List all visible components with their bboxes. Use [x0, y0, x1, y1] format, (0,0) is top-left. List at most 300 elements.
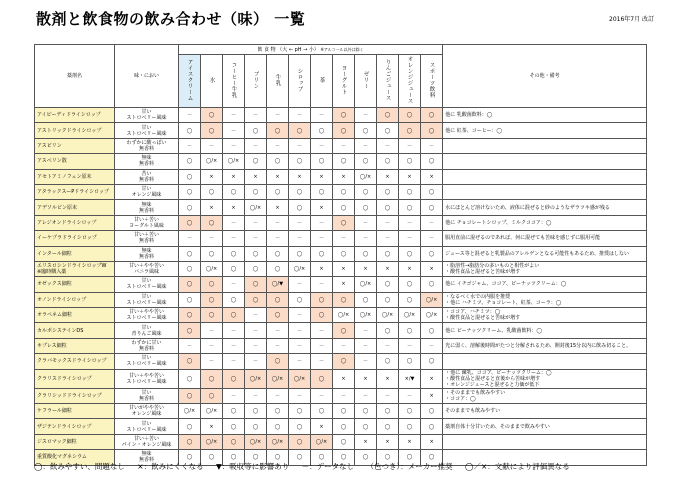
compat-cell: ◯	[201, 215, 223, 230]
compat-cell: ◯/×	[421, 292, 443, 307]
drug-note: 服用直前に混ぜるのであれば、何に混ぜても苦味を感じずに服用可能	[443, 231, 647, 246]
compat-cell: ◯	[179, 215, 201, 230]
table-row	[35, 388, 647, 403]
header-food-10	[399, 55, 421, 108]
compat-cell: ◯	[267, 246, 289, 261]
compat-cell: －	[245, 108, 267, 123]
compat-cell: ◯	[399, 404, 421, 419]
compat-cell: ◯/×	[201, 434, 223, 449]
compat-cell: ×	[377, 169, 399, 184]
drug-name: イーケプラドライシロップ	[35, 231, 115, 246]
compat-cell: ◯	[267, 261, 289, 276]
compat-cell: －	[223, 123, 245, 138]
compat-cell: ◯	[421, 184, 443, 199]
compat-cell: ×	[355, 369, 377, 388]
compat-cell: ◯	[333, 292, 355, 307]
compat-cell: ×	[201, 419, 223, 434]
compat-cell: －	[245, 231, 267, 246]
compat-cell: ×	[201, 169, 223, 184]
compat-cell: ◯	[245, 450, 267, 465]
drug-name: オノンドライシロップ	[35, 292, 115, 307]
compat-cell: －	[201, 138, 223, 153]
drug-name: アタラックスーPドライシロップ	[35, 184, 115, 199]
food-group-label: 飲 食 物 （大 ← pH → 小）	[257, 46, 319, 53]
header-food-label: スポーツ飲料	[428, 62, 435, 98]
compat-cell: －	[289, 108, 311, 123]
compat-cell: ◯	[267, 354, 289, 369]
drug-name: アセトアミノフェン原末	[35, 169, 115, 184]
compat-cell: ◯	[399, 323, 421, 338]
compat-cell: ◯	[399, 200, 421, 215]
compat-cell: ◯	[355, 450, 377, 465]
table-row	[35, 323, 647, 338]
compat-cell: －	[223, 138, 245, 153]
compat-cell: ◯	[421, 419, 443, 434]
compat-cell: ◯	[311, 308, 333, 323]
compat-cell: ◯	[179, 292, 201, 307]
compat-cell: ◯	[377, 108, 399, 123]
compat-cell: ◯	[377, 404, 399, 419]
compat-cell: ◯	[421, 323, 443, 338]
compat-cell: －	[267, 215, 289, 230]
compat-cell: ◯	[223, 246, 245, 261]
compat-cell: ◯	[267, 123, 289, 138]
compat-cell: ◯	[223, 292, 245, 307]
compat-cell: －	[245, 308, 267, 323]
compat-cell: ◯	[421, 200, 443, 215]
compat-cell: ◯	[289, 123, 311, 138]
compat-cell: ◯	[201, 184, 223, 199]
compat-cell: ◯/×	[289, 369, 311, 388]
header-food-8	[355, 55, 377, 108]
compat-cell: ×	[223, 169, 245, 184]
compat-cell: ◯	[201, 277, 223, 292]
compat-cell: －	[333, 138, 355, 153]
compat-cell: －	[245, 354, 267, 369]
compat-cell: ◯	[179, 123, 201, 138]
compat-cell: ◯	[201, 246, 223, 261]
compat-cell: －	[421, 215, 443, 230]
compat-cell: ◯	[333, 246, 355, 261]
compat-cell: ◯	[355, 154, 377, 169]
drug-name: クラリシッドドライシロップ	[35, 388, 115, 403]
table-row	[35, 277, 647, 292]
compat-cell: －	[289, 323, 311, 338]
legend-mixed: ◯／×：文献により評価異なる	[465, 462, 570, 471]
table-row	[35, 246, 647, 261]
compat-cell: －	[179, 338, 201, 353]
drug-note: 光に弱く、溶解後時間がたつと分解されるため、開封後15分以内に飲み切ること。	[443, 338, 647, 353]
drug-name: アイピーディドライシロップ	[35, 108, 115, 123]
header-food-label: オレンジジュース	[406, 56, 413, 104]
drug-note	[443, 184, 647, 199]
compat-cell: ◯/×	[355, 277, 377, 292]
compat-cell: ◯	[179, 323, 201, 338]
compat-cell: ◯/×	[201, 261, 223, 276]
compat-cell: ◯	[201, 108, 223, 123]
compat-cell: －	[179, 138, 201, 153]
compat-cell: ◯	[399, 292, 421, 307]
compat-cell: －	[377, 215, 399, 230]
drug-name: アレジオンドライシロップ	[35, 215, 115, 230]
drug-note: 他に 紅茶、コーヒー：◯	[443, 123, 647, 138]
compat-cell: ◯	[377, 450, 399, 465]
header-food-label: 水	[208, 77, 215, 83]
compat-cell: －	[289, 215, 311, 230]
compat-cell: ◯	[399, 450, 421, 465]
header-food-4	[267, 55, 289, 108]
compat-cell: ◯	[179, 419, 201, 434]
compat-cell: ◯	[311, 369, 333, 388]
legend-effect: ▼：吸収等に影響あり	[215, 462, 290, 471]
table-row	[35, 169, 647, 184]
compat-cell: －	[245, 338, 267, 353]
drug-note: ・他に 練乳、ココア、ピーナッツクリーム：◯ ・酸性食品と混ぜると直後から苦味が増す ・オレンジジュースと混ぜると力価が低下	[443, 369, 647, 388]
compat-cell: －	[311, 108, 333, 123]
compat-cell: ◯	[179, 200, 201, 215]
compat-cell: ×	[421, 261, 443, 276]
header-food-label: シロップ	[296, 68, 303, 92]
compat-cell: ◯	[201, 388, 223, 403]
compat-cell: ×	[377, 261, 399, 276]
compat-cell: ◯	[333, 154, 355, 169]
drug-note	[443, 154, 647, 169]
drug-taste: 甘い オレンジ風味	[115, 184, 179, 199]
compat-cell: ×	[421, 388, 443, 403]
compat-cell: ◯	[355, 123, 377, 138]
table-row	[35, 154, 647, 169]
compat-cell: ◯	[355, 419, 377, 434]
table-row	[35, 338, 647, 353]
legend	[34, 461, 580, 472]
drug-name: 重質酸化マグネシウム	[35, 450, 115, 465]
compat-cell: ◯	[289, 200, 311, 215]
compat-cell: ×	[289, 169, 311, 184]
compat-cell: ◯	[245, 419, 267, 434]
compat-cell: ◯	[179, 246, 201, 261]
compat-cell: －	[267, 388, 289, 403]
compat-cell: ◯	[421, 108, 443, 123]
compat-cell: ◯	[223, 419, 245, 434]
compat-cell: ◯	[267, 308, 289, 323]
drug-taste: 甘い＋苦い パイン・オレンジ風味	[115, 434, 179, 449]
drug-note: ・脂溶性→脂肪分の多いものと相性がよい ・酸性食品と混ぜると苦味が増す	[443, 261, 647, 276]
compat-cell: ◯/×	[399, 308, 421, 323]
compat-cell: ◯	[333, 419, 355, 434]
compat-cell: ◯	[201, 292, 223, 307]
compat-cell: －	[311, 388, 333, 403]
compat-cell: ◯	[179, 369, 201, 388]
drug-taste: 甘い ストロベリー風味	[115, 108, 179, 123]
compat-cell: －	[223, 215, 245, 230]
header-food-label: 牛乳	[274, 74, 281, 86]
drug-name: アスベリン散	[35, 154, 115, 169]
compat-cell: ◯/×	[245, 434, 267, 449]
compat-cell: ◯	[333, 354, 355, 369]
header-food-0	[179, 55, 201, 108]
compat-cell: ◯	[355, 404, 377, 419]
compat-cell: ◯	[421, 154, 443, 169]
compat-cell: ×	[311, 200, 333, 215]
compat-cell: －	[267, 138, 289, 153]
compat-cell: ◯/×	[245, 200, 267, 215]
compat-cell: ◯	[377, 246, 399, 261]
legend-nodata: －：データなし	[301, 462, 355, 471]
table-row	[35, 354, 647, 369]
compat-cell: －	[201, 323, 223, 338]
compat-cell: ◯	[311, 184, 333, 199]
compat-cell: ◯	[399, 354, 421, 369]
compat-cell: ◯	[245, 277, 267, 292]
compat-cell: －	[311, 277, 333, 292]
table-row	[35, 108, 647, 123]
compat-cell: ×	[311, 261, 333, 276]
compat-cell: －	[355, 108, 377, 123]
compat-cell: ◯	[179, 450, 201, 465]
compat-cell: －	[311, 138, 333, 153]
compat-cell: ◯/×	[267, 434, 289, 449]
compat-cell: －	[377, 388, 399, 403]
compat-cell: ◯	[179, 434, 201, 449]
compat-cell: ◯	[179, 184, 201, 199]
drug-note: 水にほとんど溶けないため、液体に混ぜると砂のようなザラツキ感が残る	[443, 200, 647, 215]
drug-taste: 苦い 無香料	[115, 169, 179, 184]
drug-name: ジスロマック細粒	[35, 434, 115, 449]
compat-cell: ◯	[377, 184, 399, 199]
header-food-label: コーヒー牛乳	[230, 62, 237, 98]
drug-taste: 無味 無香料	[115, 246, 179, 261]
compat-cell: ×/▼	[399, 369, 421, 388]
drug-note	[443, 138, 647, 153]
compat-cell: ×	[333, 169, 355, 184]
compat-cell: －	[399, 231, 421, 246]
compat-cell: ◯	[421, 354, 443, 369]
compat-cell: －	[311, 323, 333, 338]
compat-cell: －	[201, 338, 223, 353]
compat-cell: ◯	[289, 154, 311, 169]
compat-cell: ◯	[399, 246, 421, 261]
compat-cell: －	[355, 338, 377, 353]
compat-cell: ◯	[377, 292, 399, 307]
drug-taste: 無味 無香料	[115, 450, 179, 465]
compat-cell: ◯	[355, 292, 377, 307]
table-row	[35, 261, 647, 276]
compat-cell: ◯	[377, 354, 399, 369]
drug-taste: 甘い ストロベリー風味	[115, 277, 179, 292]
compat-cell: －	[245, 388, 267, 403]
compat-cell: ×	[399, 261, 421, 276]
drug-name: エリスロシンドライシロップW ※臨時購入薬	[35, 261, 115, 276]
compat-cell: ◯	[399, 184, 421, 199]
compat-cell: ◯	[179, 388, 201, 403]
compat-cell: ×	[267, 169, 289, 184]
compat-cell: ×	[223, 200, 245, 215]
compat-cell: ◯	[201, 308, 223, 323]
compat-cell: ×	[399, 169, 421, 184]
compat-cell: －	[289, 138, 311, 153]
compat-cell: ◯	[245, 261, 267, 276]
compat-cell: －	[223, 338, 245, 353]
compat-cell: －	[289, 277, 311, 292]
compat-cell: ◯	[333, 434, 355, 449]
header-food-1	[201, 55, 223, 108]
table-row	[35, 123, 647, 138]
compat-cell: ◯	[289, 450, 311, 465]
table-row	[35, 434, 647, 449]
table-row	[35, 308, 647, 323]
compat-cell: ×	[333, 369, 355, 388]
compat-cell: －	[289, 308, 311, 323]
compat-cell: ×	[333, 277, 355, 292]
drug-name: クラバモックスドライシロップ	[35, 354, 115, 369]
header-drug: 薬剤名	[35, 45, 115, 108]
drug-taste: 甘い ストロベリー風味	[115, 123, 179, 138]
compat-cell: ◯	[179, 354, 201, 369]
compat-cell: ◯	[179, 154, 201, 169]
drug-taste: 甘い 青りんご風味	[115, 323, 179, 338]
compat-cell: －	[333, 338, 355, 353]
compat-cell: ◯	[223, 434, 245, 449]
compat-cell: －	[311, 354, 333, 369]
drug-note	[443, 169, 647, 184]
header-food-label: プリン	[252, 71, 259, 89]
drug-note: 他に ピーナッツクリーム、乳酸菌飲料：◯	[443, 323, 647, 338]
compat-cell: ◯	[377, 154, 399, 169]
drug-taste: 無味 無香料	[115, 154, 179, 169]
compat-cell: －	[289, 388, 311, 403]
compat-cell: ◯	[421, 277, 443, 292]
drug-note: 薬剤自体十分甘いため、そのままで飲みやすい	[443, 419, 647, 434]
drug-name: カルボシステインDS	[35, 323, 115, 338]
drug-taste: わずかに酸っぱい 無香料	[115, 138, 179, 153]
compat-cell: －	[179, 231, 201, 246]
compat-cell: ◯	[289, 434, 311, 449]
compat-cell: ◯	[333, 184, 355, 199]
compat-cell: －	[289, 338, 311, 353]
compat-cell: ◯	[377, 123, 399, 138]
compat-cell: －	[201, 354, 223, 369]
compat-cell: －	[377, 338, 399, 353]
compat-cell: －	[267, 231, 289, 246]
compat-cell: ◯	[223, 369, 245, 388]
compat-cell: ◯	[333, 404, 355, 419]
compat-cell: ◯	[245, 123, 267, 138]
compat-cell: －	[179, 108, 201, 123]
compat-cell: ◯	[179, 277, 201, 292]
compat-cell: －	[355, 138, 377, 153]
drug-taste: 甘い ストロベリー風味	[115, 354, 179, 369]
header-food-label: 茶	[318, 77, 325, 83]
compat-cell: －	[377, 231, 399, 246]
table-row	[35, 419, 647, 434]
drug-note: ジュース等と混ぜると乳製品のアレルゲンとなる可能性もあるため、推奨はしない	[443, 246, 647, 261]
compat-cell: ×	[355, 261, 377, 276]
compat-cell: －	[223, 388, 245, 403]
compat-cell: ×	[311, 169, 333, 184]
drug-taste: 甘い＋苦い 無香料	[115, 231, 179, 246]
compat-cell: －	[311, 215, 333, 230]
compat-cell: －	[245, 138, 267, 153]
header-food-group	[179, 45, 443, 55]
compat-cell: ◯	[355, 200, 377, 215]
drug-taste: わずかに甘い 無香料	[115, 338, 179, 353]
compat-cell: ◯	[311, 246, 333, 261]
compat-cell: ◯	[421, 404, 443, 419]
compat-cell: ◯	[421, 450, 443, 465]
compat-cell: ◯	[399, 154, 421, 169]
compat-cell: ◯/×	[355, 169, 377, 184]
compat-cell: －	[421, 138, 443, 153]
drug-name: インタール細粒	[35, 246, 115, 261]
compat-cell: ◯	[399, 108, 421, 123]
compat-cell: ◯	[377, 419, 399, 434]
compat-cell: ◯	[289, 292, 311, 307]
compat-cell: －	[399, 138, 421, 153]
compat-cell: ◯/×	[245, 369, 267, 388]
table-row	[35, 231, 647, 246]
compat-cell: ◯	[421, 123, 443, 138]
table-row	[35, 404, 647, 419]
compat-cell: ◯/×	[333, 308, 355, 323]
compat-cell: ◯	[201, 123, 223, 138]
compat-cell: ◯	[223, 308, 245, 323]
compat-cell: ◯	[355, 246, 377, 261]
compat-cell: －	[399, 388, 421, 403]
compat-cell: ◯	[179, 308, 201, 323]
drug-taste: 甘い＋やや苦い バニラ風味	[115, 261, 179, 276]
compat-cell: －	[311, 338, 333, 353]
compat-cell: ◯	[377, 277, 399, 292]
drug-note	[443, 434, 647, 449]
drug-name: キプレス細粒	[35, 338, 115, 353]
compat-cell: ◯/×	[267, 369, 289, 388]
compat-cell: ×	[377, 434, 399, 449]
compat-cell: ×	[421, 434, 443, 449]
drug-taste: 無味 無香料	[115, 200, 179, 215]
compat-cell: ◯	[399, 123, 421, 138]
header-food-11	[421, 55, 443, 108]
compat-cell: ×	[267, 200, 289, 215]
compat-cell: －	[245, 323, 267, 338]
compat-cell: ◯	[289, 419, 311, 434]
compat-cell: ◯	[267, 154, 289, 169]
compat-cell: －	[355, 323, 377, 338]
compat-cell: ×	[421, 369, 443, 388]
header-food-7	[333, 55, 355, 108]
compat-cell: －	[421, 338, 443, 353]
compat-cell: ◯	[245, 246, 267, 261]
compat-cell: ◯/×	[201, 154, 223, 169]
drug-name: クラリスドライシロップ	[35, 369, 115, 388]
drug-name: ケフラール細粒	[35, 404, 115, 419]
compat-cell: ◯/▼	[267, 277, 289, 292]
header-notes: その他・備考	[443, 45, 647, 108]
compat-cell: ◯/×	[289, 261, 311, 276]
compat-cell: －	[245, 215, 267, 230]
table-row	[35, 292, 647, 307]
compat-cell: ×	[245, 169, 267, 184]
compat-cell: ◯	[245, 184, 267, 199]
drug-name: アデソルビン原末	[35, 200, 115, 215]
table-row	[35, 369, 647, 388]
compat-cell: ◯	[333, 215, 355, 230]
drug-taste: 甘い ストロベリー風味	[115, 292, 179, 307]
compat-cell: －	[223, 354, 245, 369]
compat-cell: －	[333, 388, 355, 403]
compat-cell: ◯	[245, 404, 267, 419]
header-food-label: りんごジュース	[384, 59, 391, 101]
food-group-note: ※アルコール以外は除く	[320, 46, 364, 52]
